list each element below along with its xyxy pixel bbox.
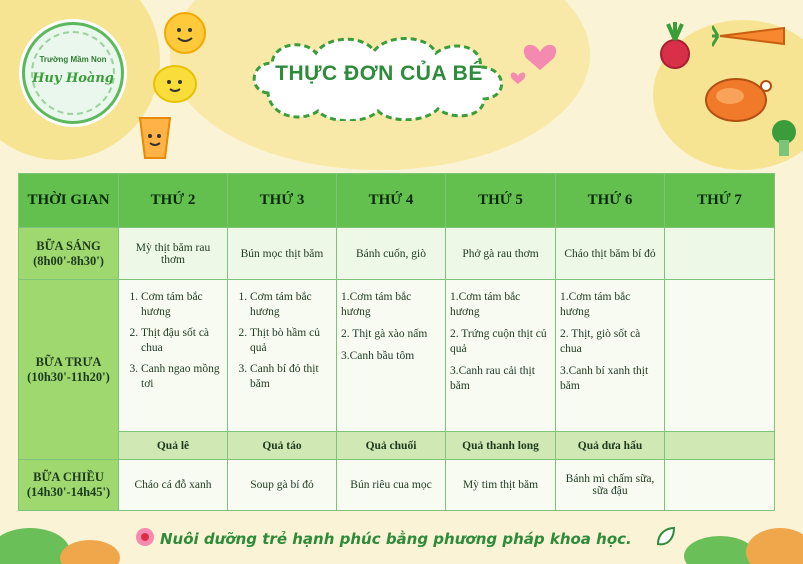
orange-icon <box>160 8 210 58</box>
meal-label: BỮA TRƯA <box>35 354 102 369</box>
carrot-icon <box>712 18 792 58</box>
dish: 3.Canh rau cải thịt băm <box>450 364 535 392</box>
school-logo <box>22 22 124 124</box>
meal-time: (8h00'-8h30') <box>33 253 104 268</box>
flower-icon <box>134 526 156 548</box>
dish: 3.Canh bí xanh thịt băm <box>560 364 649 392</box>
breakfast-row <box>19 228 775 280</box>
meal-time: (14h30'-14h45') <box>26 485 111 499</box>
lunch-tue <box>228 280 337 432</box>
dish: 1. Cơm tám bắc hương <box>250 290 332 320</box>
logo-school-name: Huy Hoàng <box>32 71 114 86</box>
breakfast-mon: Mỳ thịt băm rau thơm <box>119 228 228 280</box>
fruit-sat <box>665 432 775 460</box>
dish: 2. Thịt gà xào nấm <box>341 327 428 340</box>
meal-label: BỮA CHIỀU <box>33 470 104 484</box>
meal-label: BỮA SÁNG <box>36 238 101 253</box>
meal-lunch <box>19 280 119 460</box>
fruit-thu: Quả thanh long <box>446 432 556 460</box>
dish: 3. Canh ngao mồng tơi <box>141 362 223 392</box>
meal-dinner <box>19 460 119 511</box>
radish-icon <box>650 20 700 75</box>
header-row <box>19 174 775 228</box>
dinner-tue: Soup gà bí đỏ <box>228 460 337 511</box>
header-time: THỜI GIAN <box>19 174 119 228</box>
dish: 2. Thịt bò hầm củ quả <box>250 326 332 356</box>
fruit-tue: Quả táo <box>228 432 337 460</box>
dish: 2. Trứng cuộn thịt củ quả <box>450 327 547 355</box>
logo-school-type: Trường Mầm Non <box>39 55 107 64</box>
dish: 1.Cơm tám bắc hương <box>341 291 412 318</box>
menu-table-container <box>18 173 774 510</box>
lunch-thu <box>446 280 556 432</box>
dish: 1.Cơm tám bắc hương <box>560 291 631 318</box>
dinner-sat <box>665 460 775 511</box>
heart-icons <box>510 36 570 86</box>
lunch-row <box>19 280 775 432</box>
meal-time: (10h30'-11h20') <box>27 369 110 384</box>
chicken-icon <box>700 70 775 125</box>
header-day-wed: THỨ 4 <box>337 174 446 228</box>
header-day-tue: THỨ 3 <box>228 174 337 228</box>
breakfast-wed: Bánh cuốn, giò <box>337 228 446 280</box>
lunch-mon <box>119 280 228 432</box>
footer-slogan: Nuôi dưỡng trẻ hạnh phúc bằng phương pháp khoa học. <box>160 530 632 548</box>
dinner-row <box>19 460 775 511</box>
header-day-sat: THỨ 7 <box>665 174 775 228</box>
broccoli-icon <box>765 118 803 158</box>
dish: 2. Thịt đậu sốt cà chua <box>141 326 223 356</box>
fruit-wed: Quả chuối <box>337 432 446 460</box>
dinner-fri: Bánh mì chấm sữa, sữa đậu <box>556 460 665 511</box>
fruit-fri: Quả dưa hấu <box>556 432 665 460</box>
dinner-mon: Cháo cá đỗ xanh <box>119 460 228 511</box>
breakfast-thu: Phở gà rau thơm <box>446 228 556 280</box>
page-title: THỰC ĐƠN CỦA BÉ <box>275 62 483 85</box>
fruit-row <box>19 432 775 460</box>
dinner-wed: Bún riêu cua mọc <box>337 460 446 511</box>
fruit-mon: Quả lê <box>119 432 228 460</box>
header-day-fri: THỨ 6 <box>556 174 665 228</box>
lunch-wed <box>337 280 446 432</box>
juice-cup-icon <box>132 112 178 162</box>
dish: 3.Canh bầu tôm <box>341 349 415 362</box>
lemon-icon <box>150 60 200 108</box>
dinner-thu: Mỳ tim thịt băm <box>446 460 556 511</box>
menu-table <box>18 173 775 511</box>
dish: 1. Cơm tám bắc hương <box>141 290 223 320</box>
meal-breakfast <box>19 228 119 280</box>
breakfast-sat <box>665 228 775 280</box>
dish: 1.Cơm tám bắc hương <box>450 291 521 318</box>
breakfast-tue: Bún mọc thịt băm <box>228 228 337 280</box>
lunch-sat <box>665 280 775 432</box>
dish: 2. Thịt, giò sốt cà chua <box>560 327 641 355</box>
dish: 3. Canh bí đỏ thịt băm <box>250 362 332 392</box>
header-day-mon: THỨ 2 <box>119 174 228 228</box>
leaf-icon <box>654 526 676 548</box>
lunch-fri <box>556 280 665 432</box>
header-day-thu: THỨ 5 <box>446 174 556 228</box>
breakfast-fri: Cháo thịt băm bí đỏ <box>556 228 665 280</box>
